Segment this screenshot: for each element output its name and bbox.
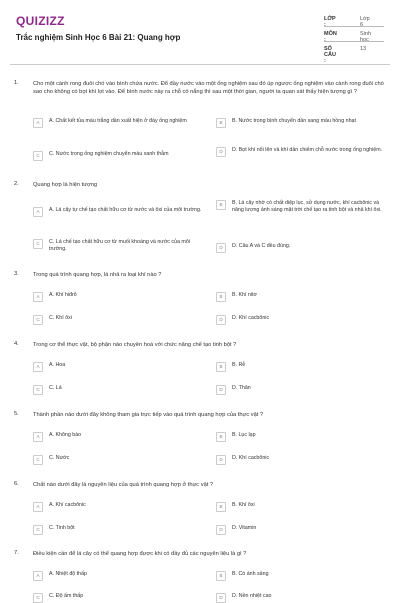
option-d[interactable]	[216, 455, 388, 465]
option-text: D. Thân	[232, 385, 251, 391]
option-a[interactable]	[33, 502, 203, 512]
option-text: D. Khí cacbônic	[232, 455, 270, 461]
option-text: A. Nhiệt độ thấp	[49, 571, 87, 577]
option-text: D. Vitamin	[232, 525, 257, 531]
option-letter: C	[33, 385, 43, 395]
option-letter: B	[216, 118, 226, 128]
question-text: Trong cơ thể thực vật, bộ phận nào chuyên hoá với chức năng chế tạo tinh bột ?	[33, 342, 237, 348]
option-c[interactable]	[33, 315, 203, 325]
option-letter: D	[216, 315, 226, 325]
option-text: C. Tinh bột	[49, 525, 75, 531]
option-c[interactable]	[33, 525, 203, 535]
option-letter: B	[216, 571, 226, 581]
question-text: Điều kiện cần để lá cây có thể quang hợp được khi có đầy đủ các nguyên liệu là gì ?	[33, 551, 247, 557]
worksheet-title: Trắc nghiệm Sinh Học 6 Bài 21: Quang hợp	[16, 33, 181, 42]
question-number: 4.	[14, 341, 19, 347]
option-c[interactable]	[33, 239, 203, 253]
question-number: 2.	[14, 181, 19, 187]
option-letter: C	[33, 239, 43, 249]
option-letter: C	[33, 593, 43, 603]
option-a[interactable]	[33, 571, 203, 581]
option-text: D. Nền nhiệt cao	[232, 593, 272, 599]
question-text: Trong quá trình quang hợp, lá nhả ra loại khí nào ?	[33, 272, 162, 278]
meta-subject-value: Sinh học	[360, 31, 372, 43]
option-letter: B	[216, 502, 226, 512]
option-letter: A	[33, 207, 43, 217]
option-b[interactable]	[216, 200, 388, 214]
option-a[interactable]	[33, 362, 203, 372]
option-d[interactable]	[216, 243, 388, 253]
option-letter: D	[216, 385, 226, 395]
option-letter: A	[33, 292, 43, 302]
option-text: D. Câu A và C đều đúng.	[232, 243, 291, 249]
option-letter: A	[33, 571, 43, 581]
option-letter: A	[33, 432, 43, 442]
option-b[interactable]	[216, 502, 388, 512]
option-text: B. Nước trong bình chuyển dần sang màu hồng nhạt	[232, 118, 356, 124]
meta-count-label: SỐ CÂU :	[324, 46, 336, 64]
option-letter: D	[216, 455, 226, 465]
option-letter: C	[33, 455, 43, 465]
question-number: 1.	[14, 80, 19, 86]
option-letter: D	[216, 525, 226, 535]
option-text: A. Khí hiđrô	[49, 292, 77, 298]
option-text: B. Lá cây nhờ có chất diệp lục, sử dụng nước, khí cacbônic và năng lượng ánh sáng mặt trời chế tạo ra tinh bột và nhả khí ôxi.	[232, 200, 382, 213]
option-letter: B	[216, 200, 226, 210]
option-b[interactable]	[216, 118, 388, 128]
option-text: C. Độ ẩm thấp	[49, 593, 84, 599]
question-number: 3.	[14, 271, 19, 277]
option-text: B. Rễ	[232, 362, 246, 368]
option-text: C. Nước trong ống nghiệm chuyển màu xanh thẫm	[49, 151, 169, 157]
option-text: C. Lá chế tạo chất hữu cơ từ muối khoáng và nước của môi trường.	[49, 239, 190, 252]
header-divider	[10, 64, 390, 65]
question-number: 6.	[14, 481, 19, 487]
option-text: A. Không bào	[49, 432, 82, 438]
meta-grade-label: LỚP :	[324, 16, 336, 28]
option-letter: D	[216, 243, 226, 253]
option-a[interactable]	[33, 207, 203, 217]
option-text: C. Lá	[49, 385, 62, 391]
option-text: A. Chất kết tủa màu trắng dần xuất hiện ở đáy ống nghiệm	[49, 118, 187, 124]
option-c[interactable]	[33, 593, 203, 603]
option-b[interactable]	[216, 292, 388, 302]
option-text: B. Có ánh sáng	[232, 571, 269, 577]
meta-subject-label: MÔN :	[324, 31, 337, 43]
option-text: A. Hoa	[49, 362, 66, 368]
question-text: Quang hợp là hiện tượng	[33, 182, 98, 188]
option-letter: B	[216, 432, 226, 442]
worksheet-header	[0, 0, 400, 62]
option-text: B. Khí ôxi	[232, 502, 255, 508]
question-text: Thành phần nào dưới đây không tham gia trực tiếp vào quá trình quang hợp của thực vật ?	[33, 412, 264, 418]
option-letter: C	[33, 151, 43, 161]
option-text: C. Khí ôxi	[49, 315, 72, 321]
option-text: A. Lá cây tự chế tạo chất hữu cơ từ nước và ôxi của môi trường.	[49, 207, 202, 213]
option-letter: A	[33, 362, 43, 372]
option-text: D. Khí cacbônic	[232, 315, 270, 321]
option-b[interactable]	[216, 571, 388, 581]
option-text: A. Khí cacbônic	[49, 502, 86, 508]
option-b[interactable]	[216, 432, 388, 442]
question-number: 7.	[14, 550, 19, 556]
option-letter: D	[216, 593, 226, 603]
option-a[interactable]	[33, 292, 203, 302]
option-letter: A	[33, 502, 43, 512]
option-c[interactable]	[33, 151, 203, 161]
option-letter: D	[216, 147, 226, 157]
quizizz-logo: QUIZIZZ	[16, 14, 65, 28]
option-a[interactable]	[33, 432, 203, 442]
option-text: B. Lục lạp	[232, 432, 256, 438]
meta-divider	[324, 41, 384, 42]
option-text: C. Nước	[49, 455, 70, 461]
option-letter: C	[33, 525, 43, 535]
option-c[interactable]	[33, 385, 203, 395]
meta-count-value: 13	[360, 46, 367, 52]
option-d[interactable]	[216, 385, 388, 395]
option-letter: B	[216, 292, 226, 302]
option-text: D. Bọt khí nổi lên và khí dần chiếm chỗ nước trong ống nghiệm.	[232, 147, 383, 153]
option-letter: C	[33, 315, 43, 325]
option-text: B. Khí nitơ	[232, 292, 257, 298]
question-number: 5.	[14, 411, 19, 417]
option-letter: A	[33, 118, 43, 128]
meta-grade-value: Lớp 6	[360, 16, 370, 28]
option-b[interactable]	[216, 362, 388, 372]
option-d[interactable]	[216, 525, 388, 535]
option-d[interactable]	[216, 147, 388, 157]
option-letter: B	[216, 362, 226, 372]
option-d[interactable]	[216, 593, 388, 603]
option-d[interactable]	[216, 315, 388, 325]
option-c[interactable]	[33, 455, 203, 465]
option-a[interactable]	[33, 118, 203, 128]
meta-divider	[324, 26, 384, 27]
question-text: Cho một cành rong đuôi chó vào bình chứa nước. Đổ đầy nước vào một ống nghiệm sau đó úp ngược ống nghiệm vào cành rong đuôi chó sao cho không có bọt khí lọt vào. Để bình nước này ra chỗ có nắng thì sau một thời gian, người ta quan sát thấy hiện tượng gì ?	[33, 81, 384, 96]
question-text: Chất nào dưới đây là nguyên liệu của quá trình quang hợp ở thực vật ?	[33, 482, 214, 488]
